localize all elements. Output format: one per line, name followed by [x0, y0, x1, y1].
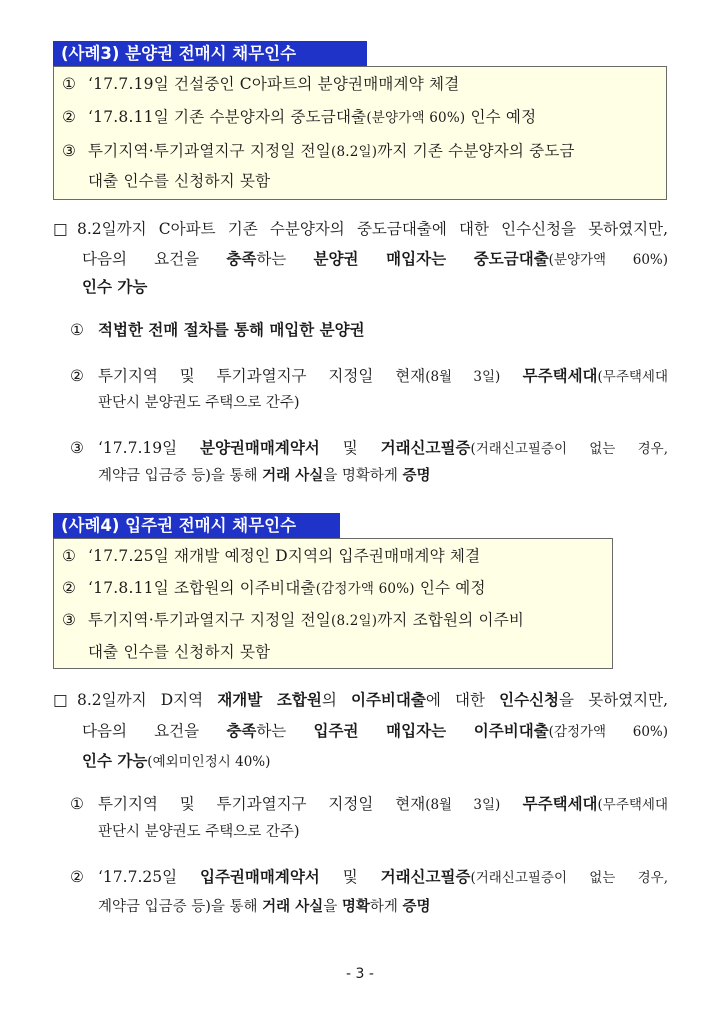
- para4-line-3: [82, 751, 270, 772]
- req-text: 투기지역 및 투기과열지구 지정일 현재: [98, 367, 426, 385]
- square-bullet-icon: □: [53, 220, 68, 238]
- para-text: 8.2일까지 C아파트 기존 수분양자의 중도금대출에 대한 인수신청을 못하였지만,: [77, 220, 668, 238]
- req-number: ①: [70, 795, 84, 813]
- para-emphasis: 인수 가능: [82, 277, 148, 296]
- para4-line-1: [53, 690, 668, 710]
- case3-item-2: [62, 107, 536, 128]
- req-note: (8월 3일): [425, 369, 501, 385]
- item-note: (감정가액 60%): [315, 581, 415, 597]
- req-text: 을: [323, 899, 342, 915]
- req-text: 투기지역 및 투기과열지구 지정일 현재: [98, 795, 426, 813]
- req-emphasis: 거래신고필증: [380, 438, 471, 457]
- item-note: (8.2일): [330, 144, 378, 160]
- para-text: 다음의 요건을: [82, 250, 227, 268]
- para3-req-1: [70, 320, 668, 340]
- item-text: 까지 기존 수분양자의 중도금: [377, 142, 575, 160]
- case3-item-1: [62, 74, 459, 94]
- req-text: 계약금 입금증 등)을 통해: [98, 899, 263, 915]
- square-bullet-icon: □: [53, 691, 68, 709]
- req-text: ‘17.7.19일: [98, 439, 200, 457]
- case3-item-3: [62, 141, 575, 162]
- req-text: 적법한 전매 절차를 통해 매입한 분양권: [98, 320, 365, 339]
- item-text: 까지 조합원의 이주비: [377, 611, 525, 629]
- item-number: ③: [62, 142, 77, 160]
- item-number: ③: [62, 611, 77, 629]
- case4-item-3-continuation: 대출 인수를 신청하지 못함: [88, 643, 271, 661]
- req-text: 을 명확하게: [323, 468, 403, 484]
- item-number: ①: [62, 547, 77, 565]
- case4-item-2: [62, 578, 486, 599]
- req-emphasis: 증명: [402, 898, 431, 915]
- req-number: ②: [70, 868, 84, 886]
- req-emphasis: 거래 사실: [262, 898, 324, 915]
- para-text: 하는: [256, 250, 314, 268]
- req-text: 및: [319, 868, 381, 886]
- req-note: (무주택세대: [597, 797, 669, 813]
- req-emphasis: 거래 사실: [262, 467, 324, 484]
- req-note: (무주택세대: [597, 369, 669, 385]
- para-note: (감정가액 60%): [548, 724, 668, 740]
- req-emphasis: 입주권매매계약서: [199, 867, 320, 886]
- case4-item-1: [62, 546, 480, 566]
- para-emphasis: 인수 가능: [82, 751, 148, 770]
- para3-line-2: [82, 249, 668, 270]
- para4-req-1-continuation: 판단시 분양권도 주택으로 간주): [98, 824, 300, 840]
- para4-req-2-continuation: [98, 897, 431, 917]
- req-text: ‘17.7.25일: [98, 868, 200, 886]
- item-text: ‘17.7.25일 재개발 예정인 D지역의 입주권매매계약 체결: [88, 547, 481, 565]
- para3-line-3: [82, 277, 147, 297]
- req-emphasis: 분양권매매계약서: [199, 438, 320, 457]
- item-text: 투기지역·투기과열지구 지정일 전일: [88, 611, 331, 629]
- item-note: (분양가액 60%): [366, 110, 466, 126]
- item-note: (8.2일): [330, 613, 378, 629]
- page-number: - 3 -: [346, 966, 374, 982]
- para-text: 의: [321, 691, 351, 709]
- para-text: 에 대한: [425, 691, 500, 709]
- req-text: 계약금 입금증 등)을 통해: [98, 468, 263, 484]
- item-number: ②: [62, 579, 77, 597]
- case4-box: [53, 538, 613, 669]
- item-number: ①: [62, 75, 77, 93]
- para-note: (예외미인정시 40%): [147, 754, 271, 770]
- para-emphasis: 분양권 매입자는 중도금대출: [313, 249, 549, 268]
- para-emphasis: 인수신청: [499, 690, 560, 709]
- para4-req-2: [70, 867, 668, 888]
- para3-req-2: [70, 366, 668, 387]
- case3-item-3-continuation: 대출 인수를 신청하지 못함: [88, 172, 271, 190]
- req-note: (거래신고필증이 없는 경우,: [470, 441, 669, 457]
- para-note: (분양가액 60%): [548, 252, 668, 268]
- para-text: 을 못하였지만,: [559, 691, 668, 709]
- para4-req-1: [70, 794, 668, 815]
- para-text: 8.2일까지 D지역: [77, 691, 218, 709]
- req-text: 및: [319, 439, 381, 457]
- para-emphasis: 입주권 매입자는 이주비대출: [313, 721, 549, 740]
- case3-box: [53, 66, 667, 200]
- req-number: ③: [70, 439, 84, 457]
- req-emphasis: 무주택세대: [500, 794, 598, 813]
- item-text: ‘17.7.19일 건설중인 C아파트의 분양권매매계약 체결: [88, 75, 460, 93]
- item-text: ‘17.8.11일 조합원의 이주비대출: [88, 579, 316, 597]
- para-emphasis: 충족: [226, 249, 257, 268]
- req-number: ②: [70, 367, 84, 385]
- req-emphasis: 명확: [341, 898, 370, 915]
- item-number: ②: [62, 108, 77, 126]
- case4-item-3: [62, 610, 524, 631]
- case4-title: (사례4) 입주권 전매시 채무인수: [53, 513, 340, 538]
- req-emphasis: 무주택세대: [500, 366, 598, 385]
- para-text: 다음의 요건을: [82, 722, 227, 740]
- para4-line-2: [82, 721, 668, 742]
- req-number: ①: [70, 321, 84, 339]
- item-text: 투기지역·투기과열지구 지정일 전일: [88, 142, 331, 160]
- para3-req-3: [70, 438, 668, 459]
- req-emphasis: 증명: [402, 467, 431, 484]
- para-emphasis: 재개발 조합원: [217, 690, 322, 709]
- item-text: ‘17.8.11일 기존 수분양자의 중도금대출: [88, 108, 367, 126]
- para3-req-3-continuation: [98, 466, 431, 486]
- req-text: 하게: [369, 899, 403, 915]
- para3-req-2-continuation: 판단시 분양권도 주택으로 간주): [98, 395, 300, 411]
- para-text: 하는: [256, 722, 314, 740]
- req-note: (8월 3일): [425, 797, 501, 813]
- para-emphasis: 충족: [226, 721, 257, 740]
- para3-line-1: [53, 219, 668, 239]
- req-note: (거래신고필증이 없는 경우,: [470, 870, 669, 886]
- req-emphasis: 거래신고필증: [380, 867, 471, 886]
- case3-title: (사례3) 분양권 전매시 채무인수: [53, 41, 367, 66]
- para-emphasis: 이주비대출: [350, 690, 426, 709]
- item-text: 인수 예정: [414, 579, 486, 597]
- item-text: 인수 예정: [465, 108, 537, 126]
